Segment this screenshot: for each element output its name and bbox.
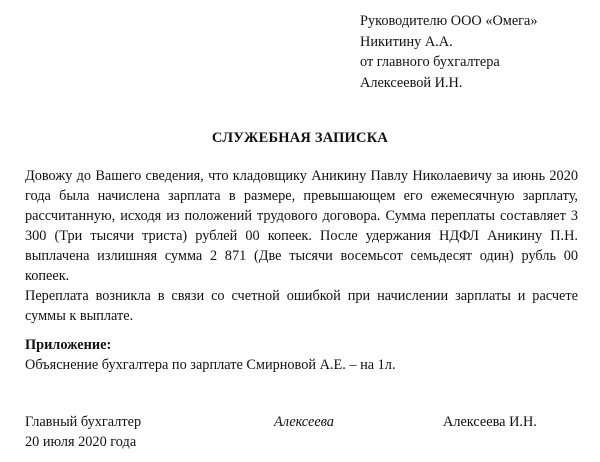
addressee-recipient-name: Никитину А.А. [360, 33, 453, 50]
addressee-block [360, 11, 538, 93]
memo-paragraph-1: Довожу до Вашего сведения, что кладовщику Аникину Павлу Николаевичу за июнь 2020 года была начислена зарплата в размере, превышающем его ежемесячную зарплату, рассчитанную, исходя из положений трудового договора. Сумма переплаты составляет 3 300 (Три тысячи триста) рублей 00 копеек. После удержания НДФЛ Аникину П.Н. выплачена излишняя сумма 2 871 (Две тысячи восемьсот семьдесят один) рубль 00 копеек. [25, 168, 578, 284]
memo-date: 20 июля 2020 года [25, 434, 137, 450]
addressee-recipient: Руководителю ООО «Омега» [360, 13, 538, 29]
handwritten-signature: Алексеева [274, 414, 334, 430]
addressee-sender-role: от главного бухгалтера [360, 54, 500, 70]
addressee-sender-name: Алексеевой И.Н. [360, 74, 463, 91]
attachment-text: Объяснение бухгалтера по зарплате Смирновой А.Е. – на 1л. [25, 357, 396, 373]
memo-body [25, 166, 578, 326]
signer-name: Алексеева И.Н. [443, 414, 537, 430]
document-title: СЛУЖЕБНАЯ ЗАПИСКА [211, 130, 389, 146]
signer-role: Главный бухгалтер [25, 414, 142, 430]
memo-paragraph-2: Переплата возникла в связи со счетной ошибкой при начислении зарплаты и расчете суммы к выплате. [25, 288, 578, 324]
attachment-heading: Приложение: [25, 337, 112, 353]
